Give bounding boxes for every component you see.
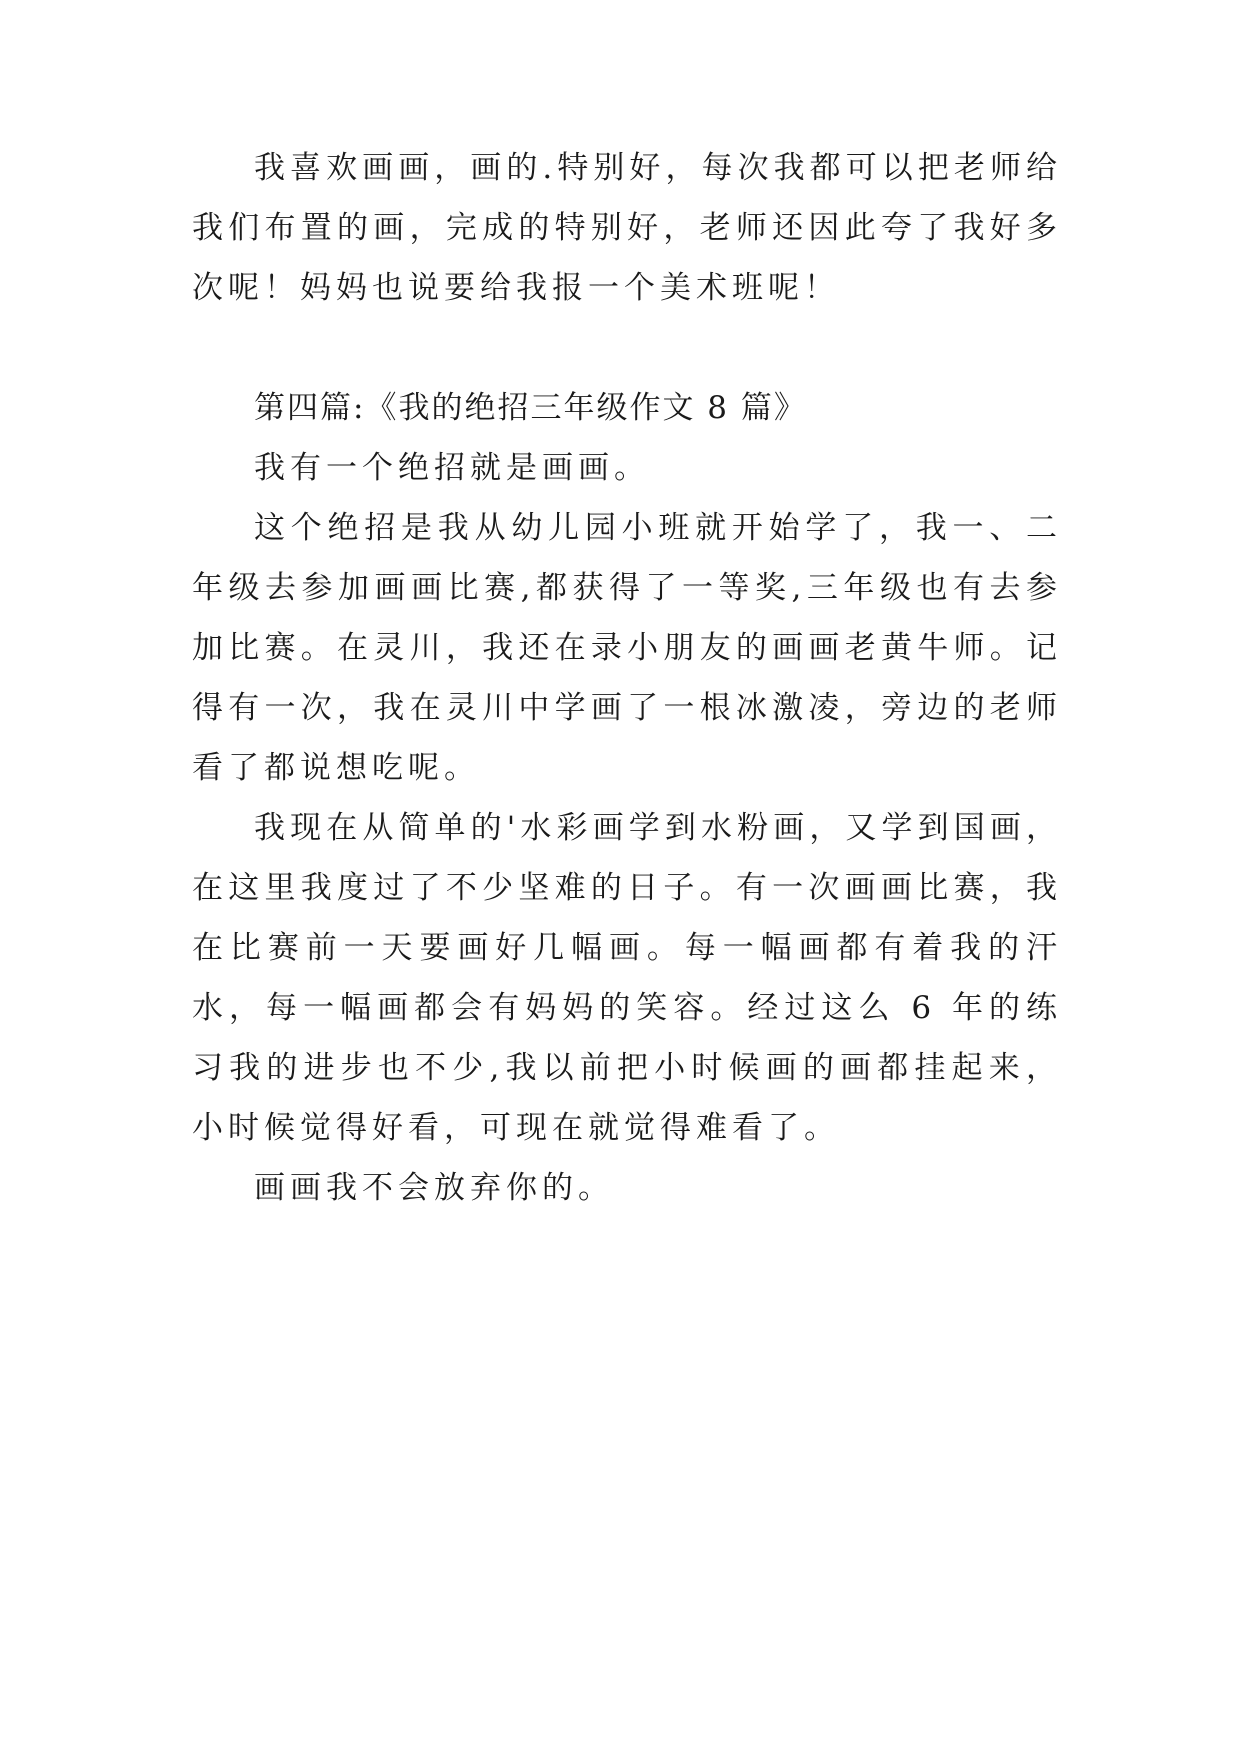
section-1: [192, 138, 1062, 318]
section-2: [192, 378, 1062, 1218]
paragraph-history: 这个绝招是我从幼儿园小班就开始学了，我一、二年级去参加画画比赛,都获得了一等奖,三年级也有去参加比赛。在灵川，我还在录小朋友的画画老黄牛师。记得有一次，我在灵川中学画了一根冰激凌，旁边的老师看了都说想吃呢。: [192, 510, 1062, 786]
paragraph-intro: 我有一个绝招就是画画。: [254, 450, 650, 486]
paragraph-closing: 画画我不会放弃你的。: [254, 1170, 614, 1206]
essay-heading: 第四篇:《我的绝招三年级作文 8 篇》: [254, 390, 807, 426]
paragraph-drawing-praise: 我喜欢画画，画的.特别好，每次我都可以把老师给我们布置的画，完成的特别好，老师还因此夸了我好多次呢！妈妈也说要给我报一个美术班呢！: [192, 150, 1062, 306]
paragraph-progress: 我现在从简单的'水彩画学到水粉画，又学到国画，在这里我度过了不少坚难的日子。有一次画画比赛，我在比赛前一天要画好几幅画。每一幅画都有着我的汗水，每一幅画都会有妈妈的笑容。经过这么 6 年的练习我的进步也不少,我以前把小时候画的画都挂起来，小时候觉得好看，可现在就觉得难看了。: [192, 810, 1062, 1146]
